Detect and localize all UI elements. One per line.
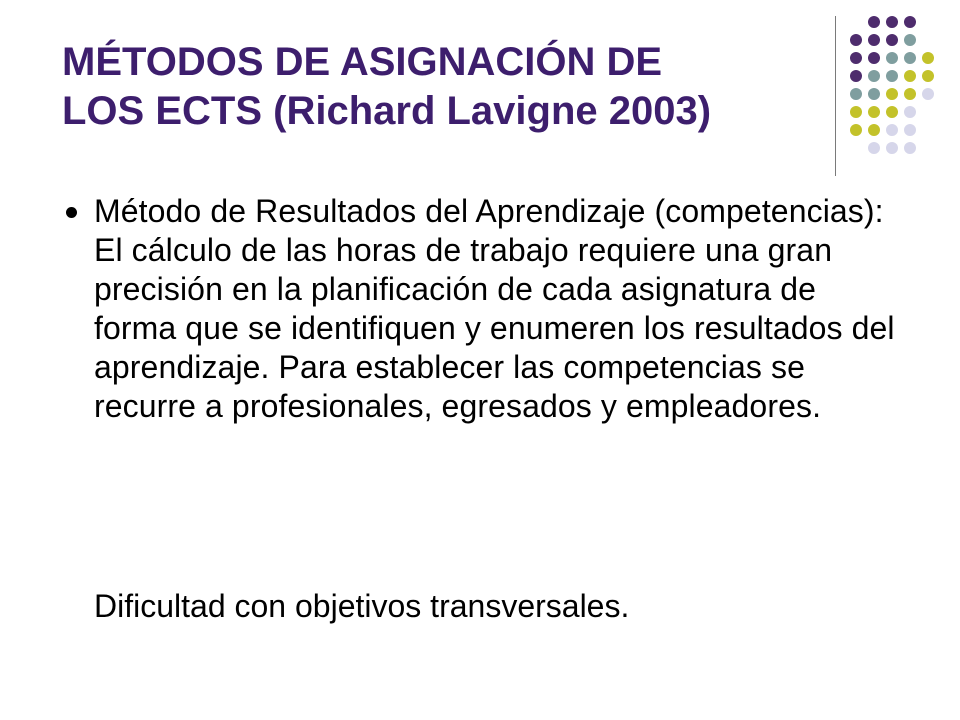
dot bbox=[904, 52, 916, 64]
dot bbox=[868, 16, 880, 28]
dot bbox=[868, 70, 880, 82]
dot bbox=[868, 106, 880, 118]
dot bbox=[886, 124, 898, 136]
dot bbox=[886, 34, 898, 46]
dot bbox=[886, 88, 898, 100]
bullet-dot bbox=[66, 207, 77, 218]
note-text: Dificultad con objetivos transversales. bbox=[94, 588, 630, 624]
dot bbox=[922, 52, 934, 64]
bullet-text: Método de Resultados del Aprendizaje (competencias): El cálculo de las horas de trabajo requiere una gran precisión en la planificación de cada asignatura de forma que se identifiquen y enumeren los resultados del aprendizaje. Para establecer las competencias se recurre a profesionales, egresados y empleadores. bbox=[94, 193, 895, 424]
dot bbox=[850, 124, 862, 136]
dot bbox=[904, 70, 916, 82]
dot bbox=[868, 34, 880, 46]
dot bbox=[886, 106, 898, 118]
dot bbox=[904, 34, 916, 46]
dot bbox=[868, 124, 880, 136]
dot bbox=[850, 34, 862, 46]
dot bbox=[868, 88, 880, 100]
dot bbox=[886, 52, 898, 64]
dot bbox=[904, 142, 916, 154]
slide-title bbox=[62, 38, 822, 136]
dot bbox=[886, 16, 898, 28]
title-line-1: MÉTODOS DE ASIGNACIÓN DE bbox=[62, 40, 663, 84]
dot bbox=[904, 16, 916, 28]
dot bbox=[886, 142, 898, 154]
dot bbox=[850, 106, 862, 118]
bullet-item bbox=[66, 192, 906, 426]
dot bbox=[922, 88, 934, 100]
dot bbox=[868, 142, 880, 154]
vertical-divider bbox=[835, 16, 836, 176]
dot bbox=[904, 106, 916, 118]
dot bbox=[850, 52, 862, 64]
title-line-2: LOS ECTS (Richard Lavigne 2003) bbox=[62, 89, 712, 133]
dot bbox=[904, 124, 916, 136]
dot bbox=[850, 70, 862, 82]
dot bbox=[850, 88, 862, 100]
dot bbox=[904, 88, 916, 100]
dot bbox=[922, 70, 934, 82]
bullet-list bbox=[66, 192, 906, 426]
dot bbox=[868, 52, 880, 64]
decorative-dot-grid bbox=[855, 16, 955, 156]
dot bbox=[886, 70, 898, 82]
